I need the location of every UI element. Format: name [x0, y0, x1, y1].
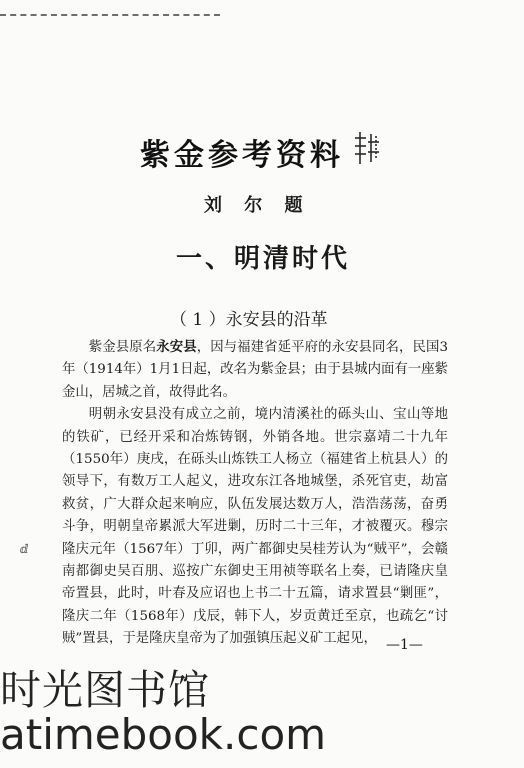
watermark-url: atimebook.com: [0, 710, 327, 759]
paragraph-1-rest: ，因与福建省延平府的永安县同名，民国3年（1914年）1月1日起，改名为紫金县；由于县城内面有一座紫金山，居城之首，故得此名。: [62, 340, 448, 400]
body-text: [62, 336, 448, 651]
margin-mark-icon: ⅆ: [20, 542, 29, 556]
document-title: 紫金参考资料: [140, 138, 344, 173]
page-number: —1—: [386, 637, 423, 653]
paragraph-2: 明朝永安县没有成立之前，境内清溪社的砾头山、宝山等地的铁矿，已经开采和冶炼铸钢，外销各地。世宗嘉靖二十九年（1550年）庚戌，在砾头山炼铁工人杨立（福建省上杭县人）的领导下，有数万工人起义，进攻东江各地城堡，杀死官吏，劫富救贫，广大群众起来响应，队伍发展达数万人，浩浩荡荡，奋勇斗争，明朝皇帝累派大军进剿，历时二十三年，才被覆灭。穆宗隆庆元年（1567年）丁卯，两广都御史吴桂芳认为“贼平”，会赣南都御史吴百朋、巡按广东御史王用祯等联名上奏，已请隆庆皇帝置县，此时，叶春及应诏也上书二十五篇，请求置县“剿匪”，隆庆二年（1568年）戊辰，韩下人，岁贡黄迁至京，也疏乞“讨贼”置县，于是隆庆皇帝为了加强镇压起义矿工起见，: [62, 407, 448, 647]
subsection-heading: （ 1 ）永安县的沿革: [170, 310, 328, 330]
paragraph-1: [62, 336, 448, 404]
paragraph-1-prefix: 紫金县原名: [88, 340, 157, 355]
watermark-chinese: 时光图书馆: [0, 666, 210, 714]
top-dashed-rule: [0, 14, 220, 16]
section-heading: 一、明清时代: [176, 244, 351, 274]
document-author: 刘 尔 题: [204, 195, 311, 216]
paragraph-1-bold-term: 永安县: [156, 339, 197, 355]
stamp-mark-icon: [352, 128, 382, 168]
